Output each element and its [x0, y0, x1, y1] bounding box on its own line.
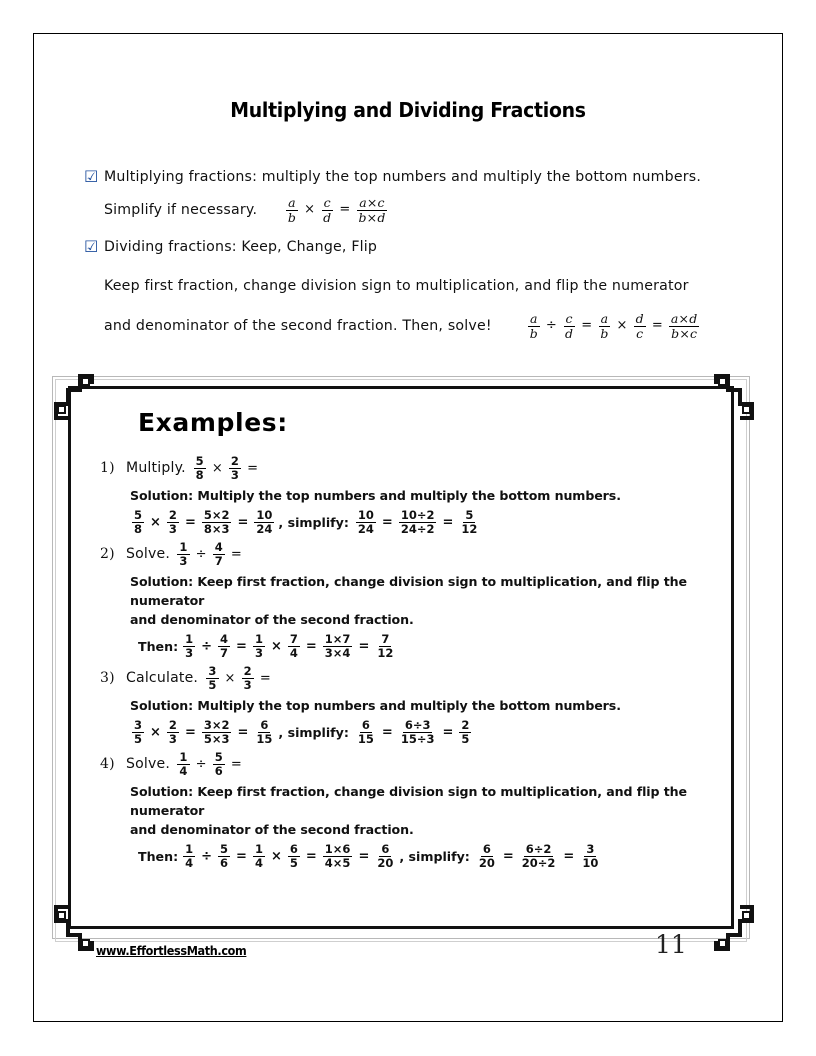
simplify-label: , simplify:: [278, 724, 349, 740]
fraction-7: $\frac{5}{12}$: [461, 508, 478, 536]
work-line-3: $\frac{3}{5}$ × $\frac{2}{3}$ = $\frac{3\times 2}{5\times 3}$ = $\frac{6}{15}$ , simplify: $\frac{6}{15}$ = $\frac{6\div 3}{15\div 3}$ = $\frac{2}{5}$: [134, 718, 470, 746]
frame-corner-top-left: [48, 374, 106, 432]
question-prompt: Calculate.: [126, 670, 199, 686]
dividing-rule-line-1: [104, 266, 744, 306]
bullet-text-dividing: Dividing fractions: Keep, Change, Flip: [104, 238, 378, 255]
question-expression-3: [204, 665, 275, 690]
multiplying-rule-line: [104, 190, 744, 230]
solution-block-3: [130, 696, 740, 747]
dividing-rule-text-2: and denominator of the second fraction. Then, solve!: [104, 317, 492, 334]
solution-body-line-2: and denominator of the second fraction.: [130, 822, 414, 837]
solution-body-line-1: Keep first fraction, change division sign to multiplication, and flip the numerator: [130, 574, 687, 608]
fraction-2: $\frac{2}{3}$: [168, 508, 177, 536]
fraction-5: $\frac{6}{15}$: [357, 718, 374, 746]
fraction-2: $\frac{5}{6}$: [220, 842, 229, 870]
fraction-2: $\frac{2}{3}$: [168, 718, 177, 746]
operator: ÷: [195, 756, 207, 772]
question-prompt: Solve.: [126, 756, 171, 772]
fraction-1: $\frac{3}{5}$: [208, 664, 217, 692]
fraction-1: $\frac{5}{8}$: [134, 508, 143, 536]
operator: ×: [211, 460, 223, 476]
operator-divide: ÷: [545, 318, 558, 333]
question-line-2: [100, 539, 740, 569]
fraction-a-over-b: $\frac{a}{b}$: [287, 195, 297, 225]
fraction-1: $\frac{1}{4}$: [179, 750, 188, 778]
solution-body: Multiply the top numbers and multiply the bottom numbers.: [197, 488, 621, 503]
work-line-2: Then: $\frac{1}{3}$ ÷ $\frac{4}{7}$ = $\frac{1}{3}$ × $\frac{7}{4}$ = $\frac{1\times 7}{3\times 4}$ = $\frac{7}{12}$: [138, 632, 394, 660]
solution-label: Solution:: [130, 488, 194, 503]
bullet-item-multiplying: [84, 166, 744, 188]
simplify-label: , simplify:: [278, 514, 349, 530]
question-number: 3): [100, 670, 115, 686]
fraction-1: $\frac{5}{8}$: [195, 454, 204, 482]
fraction-a-over-b: $\frac{a}{b}$: [529, 311, 538, 341]
solution-text-3: [130, 696, 740, 715]
solution-text-1: [130, 486, 740, 505]
question-expression-2: [175, 541, 246, 566]
question-number: 1): [100, 460, 115, 476]
question-prompt: Solve.: [126, 546, 171, 562]
fraction-4: $\frac{10}{24}$: [256, 508, 273, 536]
operator: ×: [224, 670, 236, 686]
operator-times: ×: [616, 318, 628, 333]
fraction-result: $\frac{a\times d}{b\times c}$: [670, 311, 698, 341]
fraction-5: $\frac{1\times 6}{4\times 5}$: [324, 842, 351, 870]
fraction-c-over-d: $\frac{c}{d}$: [565, 311, 574, 341]
example-item-2: [100, 539, 740, 661]
fraction-6: $\frac{7}{12}$: [377, 632, 394, 660]
fraction-1: $\frac{1}{3}$: [179, 540, 188, 568]
fraction-7: $\frac{6}{20}$: [478, 842, 495, 870]
operator-times: ×: [304, 202, 316, 217]
solution-text-4: [130, 782, 740, 820]
fraction-a-over-b-2: $\frac{a}{b}$: [600, 311, 609, 341]
simplify-label: , simplify:: [399, 848, 470, 864]
fraction-2: $\frac{4}{7}$: [220, 632, 229, 660]
fraction-2: $\frac{4}{7}$: [214, 540, 223, 568]
solution-block-1: [130, 486, 740, 537]
work-line-1: $\frac{5}{8}$ × $\frac{2}{3}$ = $\frac{5\times 2}{8\times 3}$ = $\frac{10}{24}$ , simplify: $\frac{10}{24}$ = $\frac{10\div 2}{24\div 2}$ = $\frac{5}{12}$: [134, 508, 478, 536]
then-label: Then:: [138, 638, 179, 654]
fraction-c-over-d: $\frac{c}{d}$: [323, 195, 332, 225]
dividing-rule-line-2: [104, 306, 744, 346]
fraction-3: $\frac{3\times 2}{5\times 3}$: [203, 718, 230, 746]
solution-text-2: [130, 572, 740, 610]
fraction-4: $\frac{6}{5}$: [289, 842, 298, 870]
solution-label: Solution:: [130, 698, 194, 713]
example-item-4: [100, 749, 740, 871]
fraction-4: $\frac{7}{4}$: [289, 632, 298, 660]
fraction-1: $\frac{1}{4}$: [185, 842, 194, 870]
examples-heading: Examples:: [138, 408, 288, 437]
fraction-9: $\frac{3}{10}$: [582, 842, 599, 870]
question-number: 4): [100, 756, 115, 772]
fraction-2: $\frac{5}{6}$: [214, 750, 223, 778]
solution-label: Solution:: [130, 784, 194, 799]
fraction-1: $\frac{3}{5}$: [134, 718, 143, 746]
check-circle-icon: ☑: [84, 237, 99, 256]
bullet-item-dividing: [84, 236, 744, 258]
examples-list: [100, 453, 740, 873]
solution-body-line-2-wrap: [130, 820, 740, 839]
operator-equals: =: [651, 318, 663, 333]
fraction-3: $\frac{1}{3}$: [254, 632, 263, 660]
fraction-7: $\frac{2}{5}$: [461, 718, 470, 746]
dividing-rule-text-1: Keep first fraction, change division sign to multiplication, and flip the numerator: [104, 277, 689, 294]
operator-equals: =: [230, 546, 243, 562]
solution-body-line-2: and denominator of the second fraction.: [130, 612, 414, 627]
frame-corner-top-right: [702, 374, 760, 432]
question-line-1: [100, 453, 740, 483]
multiplying-formula: [284, 196, 390, 223]
operator-equals: =: [581, 318, 593, 333]
example-item-3: [100, 663, 740, 747]
fraction-6: $\frac{6\div 3}{15\div 3}$: [400, 718, 435, 746]
fraction-4: $\frac{6}{15}$: [256, 718, 273, 746]
fraction-3: $\frac{5\times 2}{8\times 3}$: [203, 508, 230, 536]
dividing-formula: [526, 312, 702, 339]
solution-block-4: [130, 782, 740, 871]
fraction-d-over-c: $\frac{d}{c}$: [635, 311, 644, 341]
operator-equals: =: [230, 756, 243, 772]
intro-section: [84, 166, 744, 346]
check-circle-icon: ☑: [84, 167, 99, 186]
fraction-8: $\frac{6\div 2}{20\div 2}$: [521, 842, 556, 870]
question-prompt: Multiply.: [126, 460, 186, 476]
question-number: 2): [100, 546, 115, 562]
operator-equals: =: [339, 202, 351, 217]
question-expression-4: [175, 751, 246, 776]
fraction-2: $\frac{2}{3}$: [243, 664, 252, 692]
work-line-4: Then: $\frac{1}{4}$ ÷ $\frac{5}{6}$ = $\frac{1}{4}$ × $\frac{6}{5}$ = $\frac{1\times 6}{4\times 5}$ = $\frac{6}{20}$ , simplify: $\frac{6}{20}$ = $\frac{6\div 2}{20\div 2}$ = $\frac{3}{10}$: [138, 842, 599, 870]
fraction-6: $\frac{6}{20}$: [377, 842, 394, 870]
bullet-text-multiplying: Multiplying fractions: multiply the top numbers and multiply the bottom numbers.: [104, 168, 702, 185]
question-line-4: [100, 749, 740, 779]
fraction-1: $\frac{1}{3}$: [185, 632, 194, 660]
solution-body: Multiply the top numbers and multiply the bottom numbers.: [197, 698, 621, 713]
fraction-6: $\frac{10\div 2}{24\div 2}$: [400, 508, 435, 536]
footer-website-link[interactable]: www.EffortlessMath.com: [96, 943, 247, 958]
operator: ÷: [195, 546, 207, 562]
frame-corner-bottom-right: [702, 893, 760, 951]
example-item-1: [100, 453, 740, 537]
then-label: Then:: [138, 848, 179, 864]
page-number: 11: [655, 930, 687, 959]
page-title: Multiplying and Dividing Fractions: [230, 98, 586, 122]
fraction-5: $\frac{10}{24}$: [357, 508, 374, 536]
solution-label: Solution:: [130, 574, 194, 589]
simplify-note: Simplify if necessary.: [104, 201, 258, 218]
operator-equals: =: [259, 670, 271, 686]
fraction-3: $\frac{1}{4}$: [254, 842, 263, 870]
solution-body-line-2-wrap: [130, 610, 740, 629]
fraction-5: $\frac{1\times 7}{3\times 4}$: [324, 632, 351, 660]
question-line-3: [100, 663, 740, 693]
question-expression-1: [192, 455, 263, 480]
solution-block-2: [130, 572, 740, 661]
fraction-2: $\frac{2}{3}$: [230, 454, 240, 482]
solution-body-line-1: Keep first fraction, change division sign to multiplication, and flip the numerator: [130, 784, 687, 818]
operator-equals: =: [247, 460, 259, 476]
fraction-result: $\frac{a\times c}{b\times d}$: [358, 195, 386, 225]
